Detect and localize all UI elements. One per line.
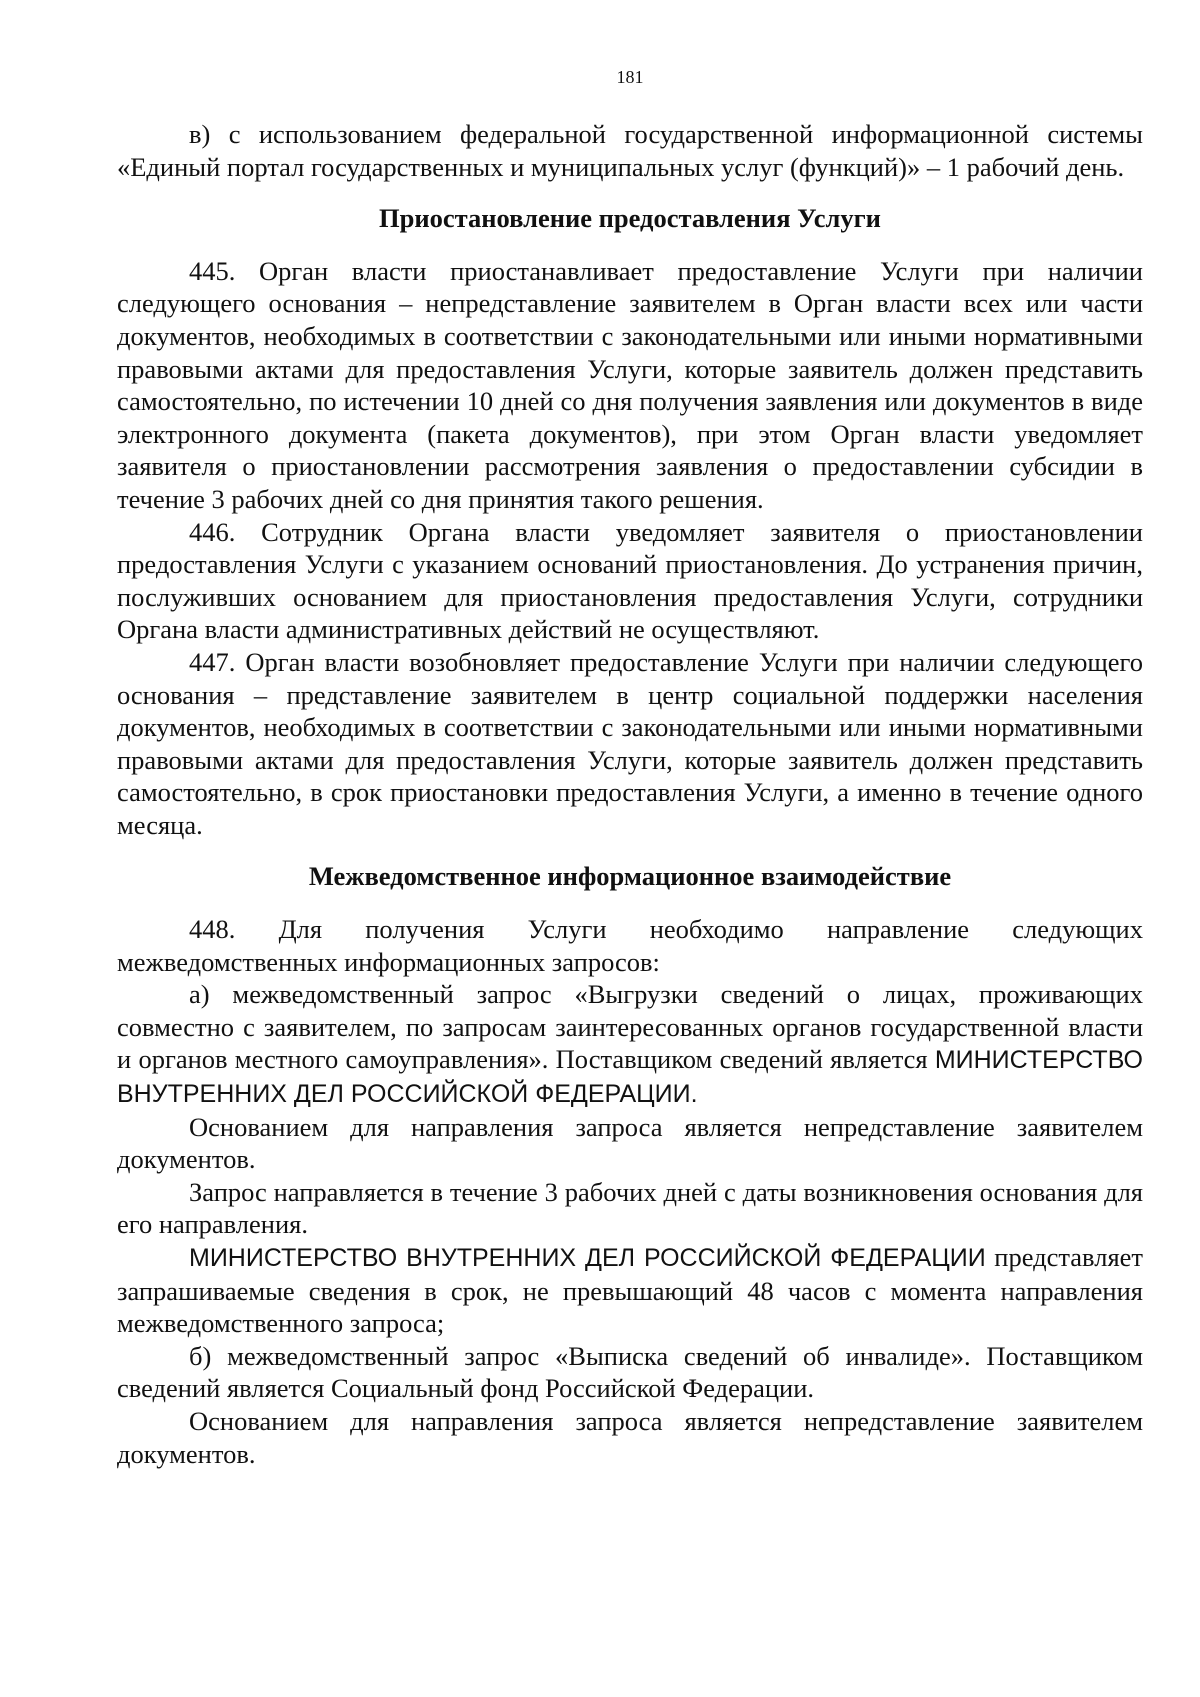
item-a-text: а) межведомственный запрос «Выгрузки сведений о лицах, проживающих совместно с заявителем, по запросам заинтересованных органов государственной власти и органов местного самоуправления». Поставщиком сведений является [117, 979, 1143, 1075]
intro-paragraph: в) с использованием федеральной государственной информационной системы «Единый портал государственных и муниципальных услуг (функций)» – 1 рабочий день. [117, 119, 1143, 182]
item-a-response-paragraph [117, 1241, 1143, 1340]
section-heading-interagency: Межведомственное информационное взаимодействие [308, 861, 952, 892]
item-a-response-ministry: МИНИСТЕРСТВО ВНУТРЕННИХ ДЕЛ РОССИЙСКОЙ ФЕДЕРАЦИИ [189, 1244, 986, 1272]
paragraph-447: 447. Орган власти возобновляет предоставление Услуги при наличии следующего основания – представление заявителем в центр социальной поддержки населения документов, необходимых в соответствии с законодательными или иными нормативными правовыми актами для предоставления Услуги, которые заявитель должен представить самостоятельно, в срок приостановки предоставления Услуги, а именно в течение одного месяца. [117, 646, 1143, 840]
section-heading-suspension: Приостановление предоставления Услуги [379, 203, 881, 234]
page-number: 181 [616, 67, 644, 87]
spacer [117, 841, 1143, 860]
item-a-response-text: представляет запрашиваемые сведения в срок, не превышающий 48 часов с момента направления межведомственного запроса; [117, 1242, 1143, 1339]
item-a-timing-paragraph: Запрос направляется в течение 3 рабочих дней с даты возникновения основания для его направления. [117, 1176, 1143, 1240]
item-a-supplier-ministry: МИНИСТЕРСТВО ВНУТРЕННИХ ДЕЛ РОССИЙСКОЙ ФЕДЕРАЦИИ. [117, 1046, 1143, 1109]
item-a-paragraph [117, 978, 1143, 1110]
paragraph-446: 446. Сотрудник Органа власти уведомляет заявителя о приостановлении предоставления Услуги с указанием оснований приостановления. До устранения причин, послуживших основанием для приостановления предоставления Услуги, сотрудники Органа власти административных действий не осуществляют. [117, 516, 1143, 645]
item-b-paragraph: б) межведомственный запрос «Выписка сведений об инвалиде». Поставщиком сведений является Социальный фонд Российской Федерации. [117, 1340, 1143, 1404]
spacer [117, 183, 1143, 202]
document-body [117, 118, 1143, 1470]
item-b-basis-paragraph: Основанием для направления запроса является непредставление заявителем документов. [117, 1405, 1143, 1469]
paragraph-445: 445. Орган власти приостанавливает предоставление Услуги при наличии следующего основания – непредставление заявителем в Орган власти всех или части документов, необходимых в соответствии с законодательными или иными нормативными правовыми актами для предоставления Услуги, которые заявитель должен представить самостоятельно, по истечении 10 дней со дня получения заявления или документов в виде электронного документа (пакета документов), при этом Орган власти уведомляет заявителя о приостановлении рассмотрения заявления о предоставлении субсидии в течение 3 рабочих дней со дня принятия такого решения. [117, 255, 1143, 514]
paragraph-448: 448. Для получения Услуги необходимо направление следующих межведомственных информационных запросов: [117, 914, 1143, 977]
spacer [117, 235, 1143, 255]
spacer [117, 893, 1143, 913]
item-a-basis-paragraph: Основанием для направления запроса является непредставление заявителем документов. [117, 1111, 1143, 1175]
